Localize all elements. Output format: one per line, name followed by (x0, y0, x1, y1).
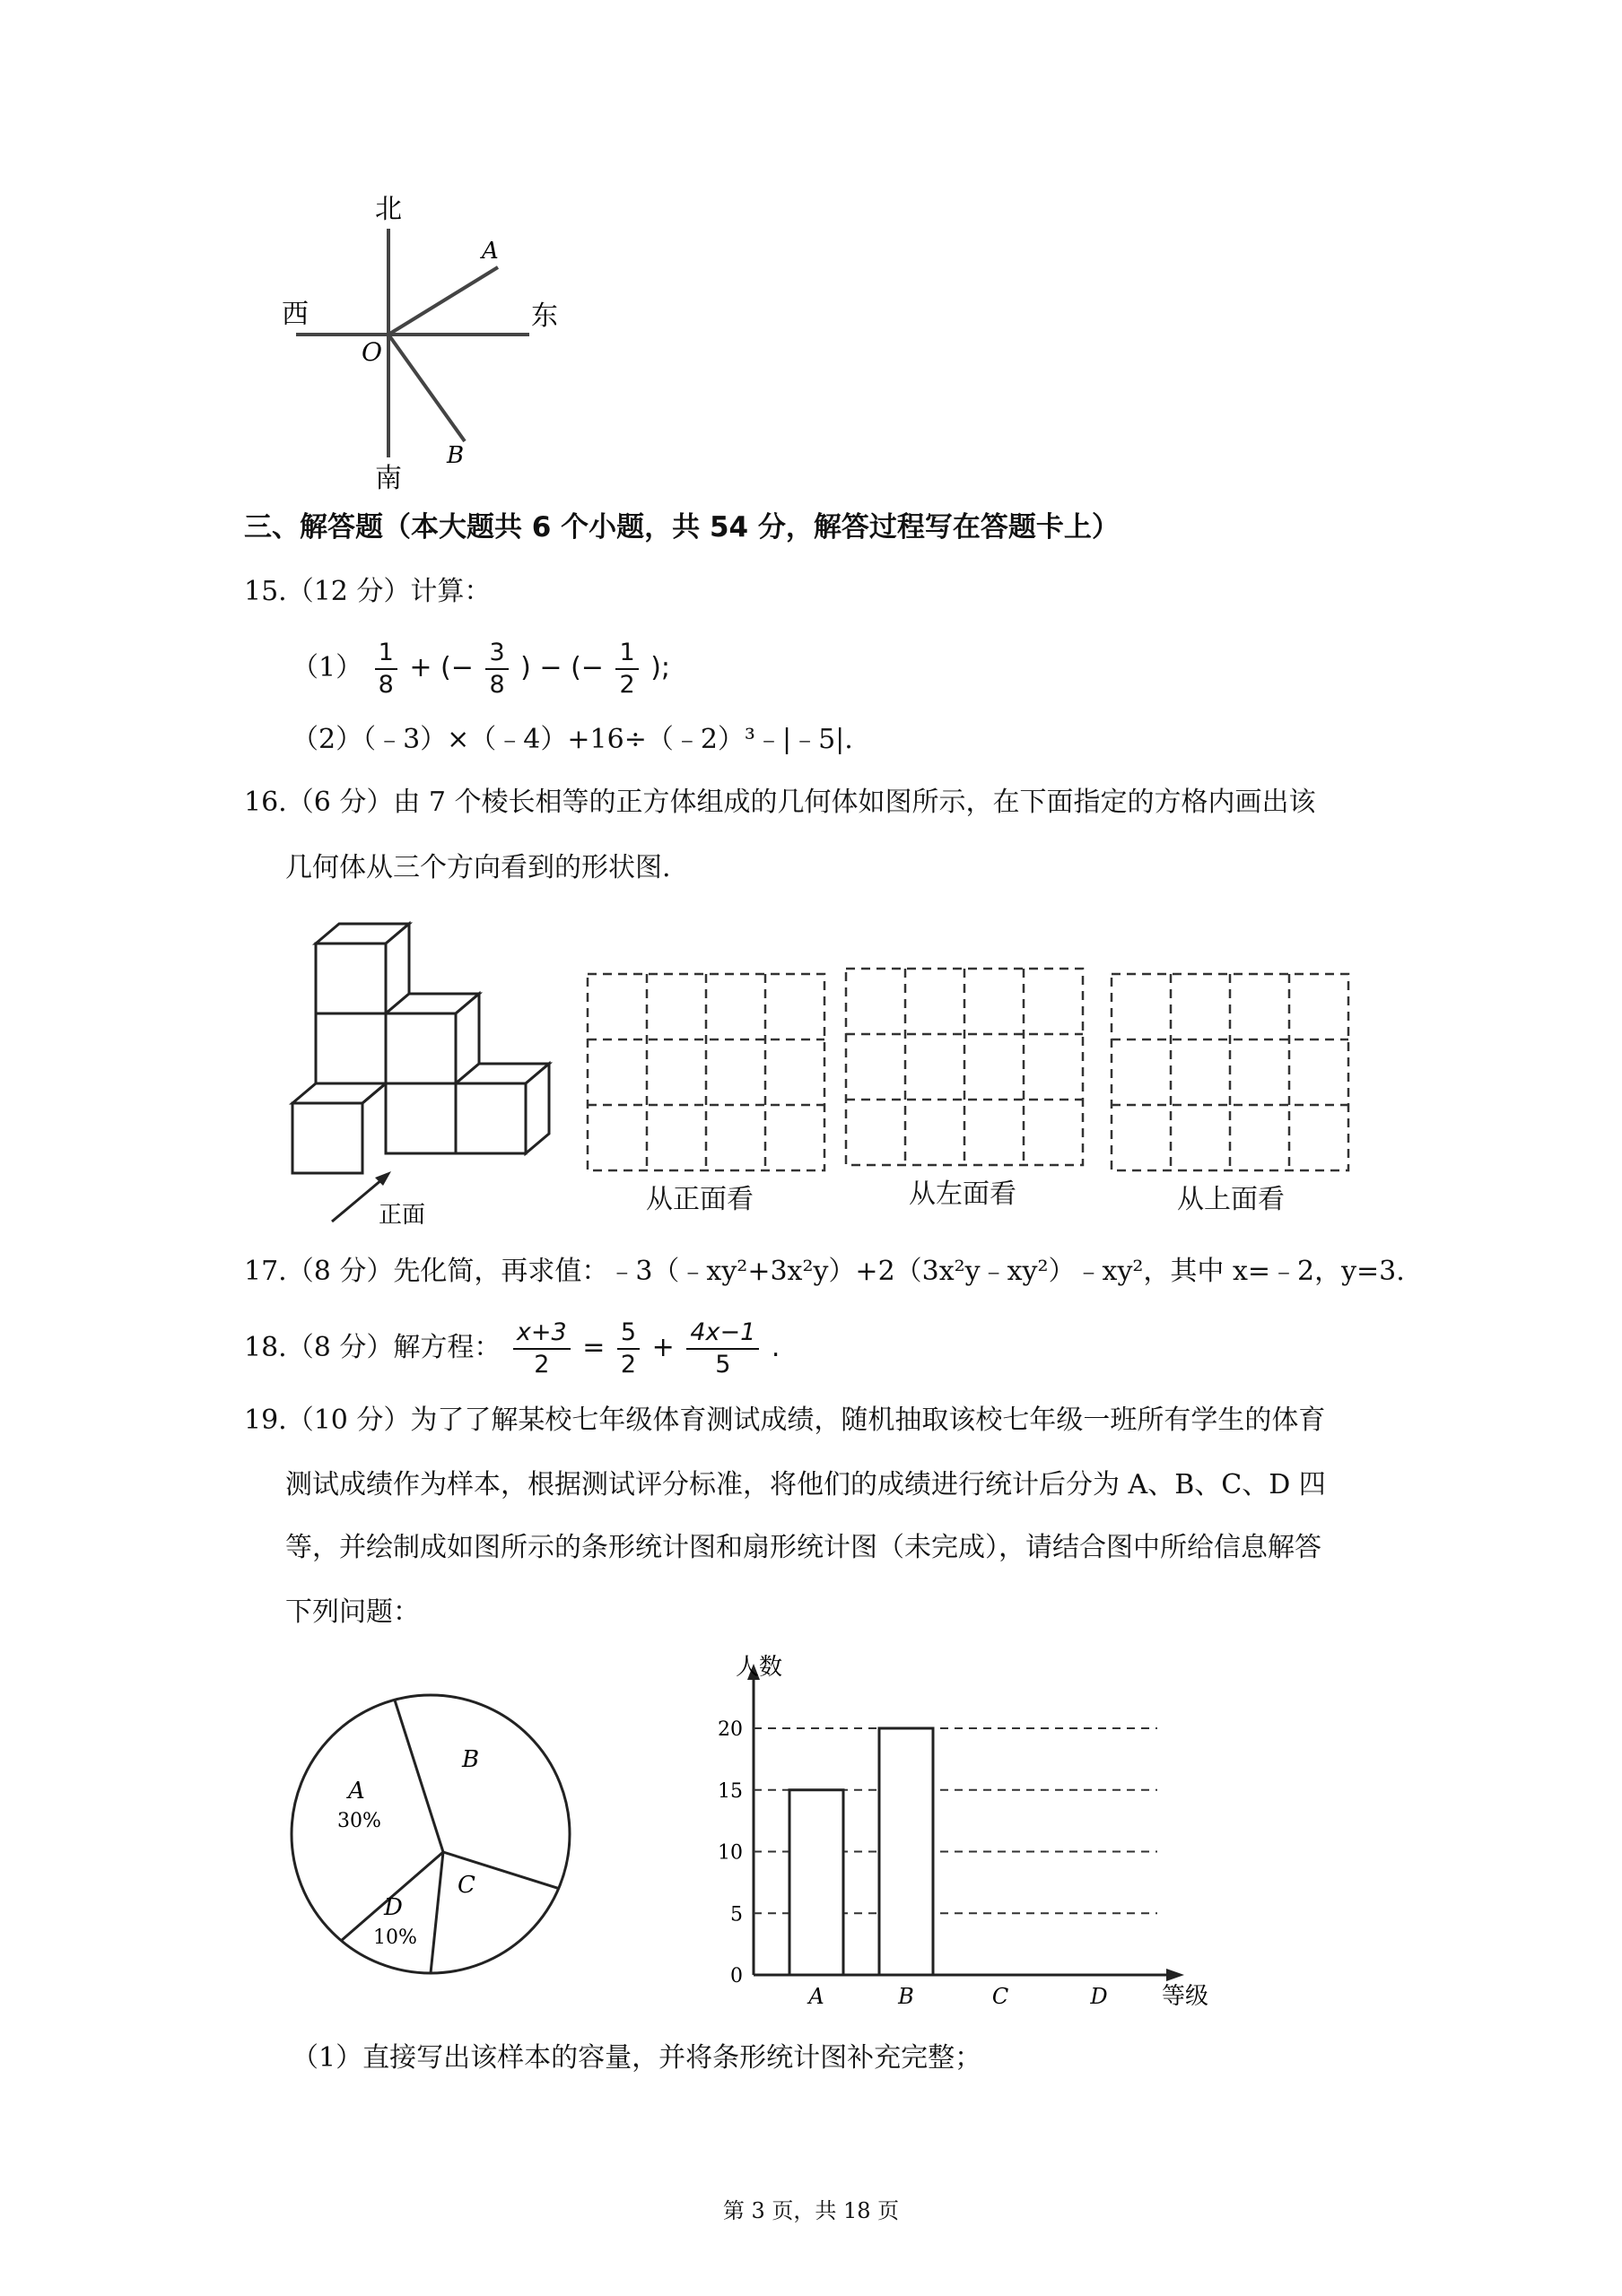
pie-label-b: B (462, 1746, 480, 1773)
q15-frac-2-den: 8 (489, 671, 505, 699)
q18-frac-r2 (686, 1318, 759, 1380)
pie-percent-d: 10% (373, 1926, 417, 1949)
bar-xtick-c: C (991, 1984, 1009, 2009)
view-grid-left (843, 966, 1086, 1168)
bar-xlabel: 等级 (1162, 1983, 1209, 2010)
bar-a (789, 1790, 843, 1975)
compass-diagram (269, 188, 592, 502)
q16-line2: 几何体从三个方向看到的形状图. (285, 852, 671, 883)
q19-line1: 19.（10 分）为了了解某校七年级体育测试成绩，随机抽取该校七年级一班所有学生的体育 (244, 1405, 1326, 1436)
q18-frac-r1-den: 2 (620, 1351, 637, 1378)
bar-ylabel: 人数 (736, 1655, 783, 1681)
pie-label-d: D (384, 1894, 403, 1921)
compass-point-a: A (482, 238, 499, 265)
q19-line4: 下列问题： (285, 1596, 420, 1628)
q18-frac-r1-num: 5 (617, 1318, 640, 1350)
bar-x-arrow (1166, 1969, 1184, 1981)
compass-south: 南 (375, 463, 402, 494)
bar-ytick-15: 15 (718, 1779, 743, 1803)
compass-north: 北 (375, 194, 402, 225)
bar-ytick-5: 5 (730, 1903, 743, 1926)
q18-plus: + (651, 1332, 675, 1363)
q18-frac-r2-den: 5 (715, 1351, 731, 1378)
view-grid-top (1109, 971, 1351, 1173)
q15-part1-label: （1） (292, 652, 363, 683)
q15-frac-1-den: 8 (378, 671, 394, 699)
grid-label-left: 从左面看 (909, 1178, 1016, 1210)
q15-frac-3 (615, 638, 638, 700)
bar-ytick-0: 0 (730, 1965, 743, 1987)
q18-equals: = (582, 1332, 606, 1363)
pie-label-a: A (348, 1778, 365, 1805)
q15-part2: （2）（﹣3）×（﹣4）+16÷（﹣2）³﹣|﹣5|. (292, 724, 853, 755)
bar-xtick-d: D (1090, 1984, 1108, 2009)
q15-frac-3-den: 2 (619, 671, 635, 699)
q15-frac-2-num: 3 (485, 638, 508, 670)
q18-label: 18.（8 分）解方程： (244, 1332, 501, 1363)
page-footer: 第 3 页，共 18 页 (722, 2198, 900, 2223)
bar-ytick-10: 10 (718, 1841, 743, 1865)
q18-line (244, 1308, 780, 1388)
q18-frac-left (513, 1318, 571, 1380)
section-heading: 三、解答题（本大题共 6 个小题，共 54 分，解答过程写在答题卡上） (244, 511, 1120, 544)
q16-line1: 16.（6 分）由 7 个棱长相等的正方体组成的几何体如图所示，在下面指定的方格内画出该 (244, 787, 1316, 818)
front-label: 正面 (379, 1202, 426, 1229)
bar-xtick-b: B (898, 1984, 914, 2009)
q19-sub1: （1）直接写出该样本的容量，并将条形统计图补充完整； (292, 2042, 982, 2074)
grid-label-top: 从上面看 (1177, 1184, 1285, 1215)
bar-b (879, 1728, 933, 1975)
compass-west: 西 (282, 299, 309, 330)
q15-part1 (292, 628, 670, 709)
q15-stem: 15.（12 分）计算： (244, 576, 492, 607)
pie-chart (278, 1682, 583, 1987)
q18-frac-r1 (617, 1318, 640, 1380)
q15-frac-1 (375, 638, 397, 700)
q19-line2: 测试成绩作为样本，根据测试评分标准，将他们的成绩进行统计后分为 A、B、C、D 四 (285, 1469, 1326, 1500)
bar-chart (700, 1655, 1220, 2031)
q18-end: . (771, 1332, 780, 1363)
view-grid-front (585, 971, 827, 1173)
pie-percent-a: 30% (337, 1810, 381, 1832)
cube-solid-figure (278, 915, 565, 1229)
compass-point-b: B (447, 442, 465, 469)
q15-op-1: + (− (409, 652, 474, 683)
q15-op-2: ) − (− (520, 652, 604, 683)
q15-frac-2 (485, 638, 508, 700)
grid-label-front: 从正面看 (646, 1184, 754, 1215)
q15-op-3: ); (650, 652, 671, 683)
q18-frac-left-den: 2 (534, 1351, 550, 1378)
bar-ytick-20: 20 (718, 1718, 743, 1741)
q19-line3: 等，并绘制成如图所示的条形统计图和扇形统计图（未完成），请结合图中所给信息解答 (285, 1532, 1321, 1563)
pie-outline (292, 1695, 570, 1973)
compass-origin: O (362, 337, 382, 367)
bar-xtick-a: A (808, 1984, 824, 2009)
q15-frac-1-num: 1 (375, 638, 397, 670)
q18-frac-left-num: x+3 (513, 1318, 571, 1350)
compass-east: 东 (531, 300, 558, 332)
pie-label-c: C (458, 1872, 475, 1899)
q17-text: 17.（8 分）先化简，再求值：﹣3（﹣xy²+3x²y）+2（3x²y﹣xy²）﹣xy²，其中 x=﹣2，y=3. (244, 1256, 1405, 1287)
q15-frac-3-num: 1 (615, 638, 638, 670)
q18-frac-r2-num: 4x−1 (686, 1318, 759, 1350)
